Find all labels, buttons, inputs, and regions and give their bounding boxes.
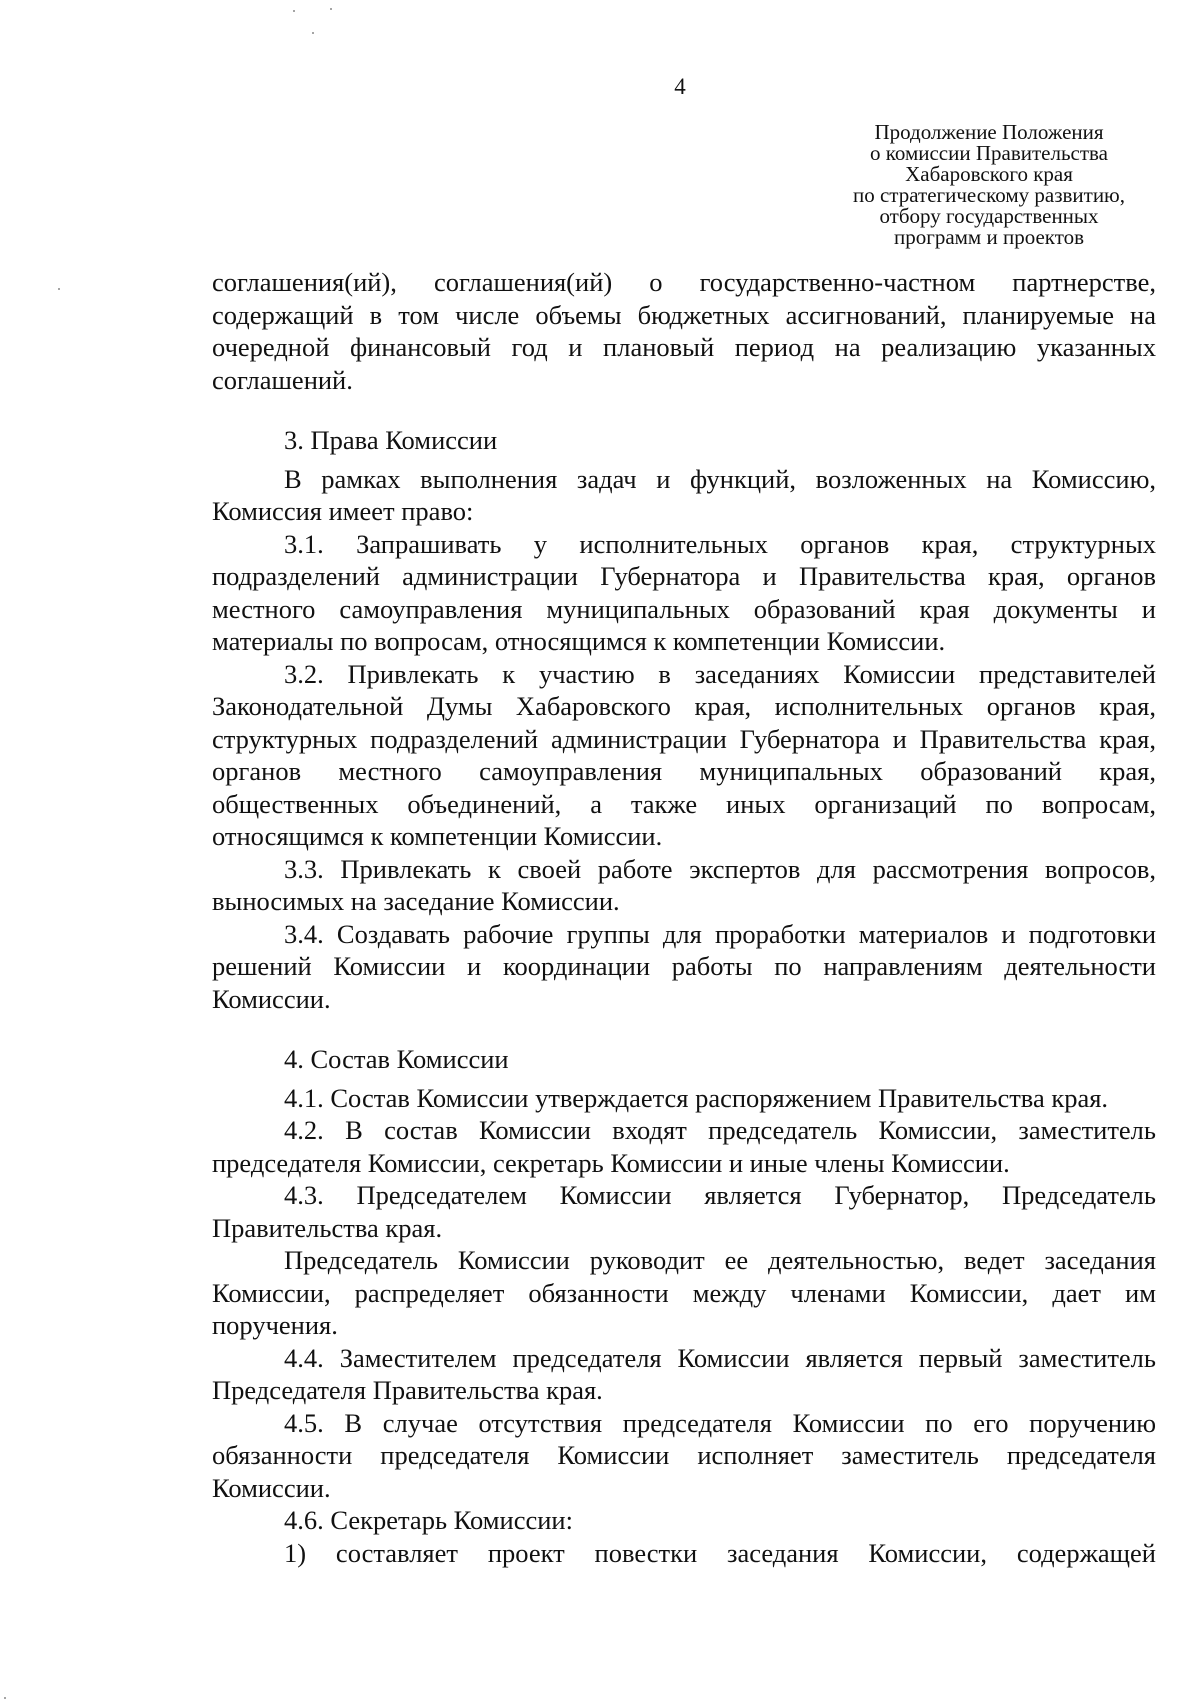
section-heading: 3. Права Комиссии	[284, 425, 498, 455]
header-note-line: по стратегическому развитию,	[853, 183, 1125, 207]
scan-speck	[293, 10, 295, 12]
continuation-paragraph: соглашения(ий), соглашения(ий) о государственно-частном партнерстве, содержащий в том числе объемы бюджетных ассигнований, планируемые на очередной финансовый год и плановый период на реализацию указанных соглашений.	[212, 267, 1156, 395]
page-number: 4	[674, 74, 686, 99]
paragraph: 4.6. Секретарь Комиссии:	[284, 1505, 573, 1535]
paragraph: 4.5. В случае отсутствия председателя Комиссии по его поручению обязанности председателя Комиссии исполняет заместитель председателя Комиссии.	[212, 1407, 1156, 1503]
paragraph: 4.2. В состав Комиссии входят председатель Комиссии, заместитель председателя Комиссии, секретарь Комиссии и иные члены Комиссии.	[212, 1115, 1156, 1178]
paragraph: 3.1. Запрашивать у исполнительных органов края, структурных подразделений администрации Губернатора и Правительства края, органов местного самоуправления муниципальных образований края документы и материалы по вопросам, относящимся к компетенции Комиссии.	[212, 528, 1156, 656]
paragraph: 4.3. Председателем Комиссии является Губернатор, Председатель Правительства края.	[212, 1180, 1156, 1243]
paragraph: В рамках выполнения задач и функций, возложенных на Комиссию, Комиссия имеет право:	[212, 463, 1156, 526]
paragraph: 4.4. Заместителем председателя Комиссии является первый заместитель Председателя Правительства края.	[212, 1342, 1156, 1405]
paragraph: 4.1. Состав Комиссии утверждается распоряжением Правительства края.	[284, 1082, 1109, 1113]
paragraph: 3.2. Привлекать к участию в заседаниях Комиссии представителей Законодательной Думы Хабаровского края, исполнительных органов края, структурных подразделений администрации Губернатора и Правительства края, органов местного самоуправления муниципальных образований края, общественных объединений, а также иных организаций по вопросам, относящимся к компетенции Комиссии.	[212, 658, 1156, 851]
header-note-line: о комиссии Правительства	[869, 141, 1109, 165]
header-note-line: отбору государственных	[879, 204, 1099, 228]
header-note-line: программ и проектов	[893, 225, 1085, 249]
scan-speck	[58, 288, 60, 290]
paragraph: 3.4. Создавать рабочие группы для проработки материалов и подготовки решений Комиссии и координации работы по направлениям деятельности Комиссии.	[212, 918, 1156, 1014]
document-body	[212, 266, 1156, 1569]
paragraph: 3.3. Привлекать к своей работе экспертов для рассмотрения вопросов, выносимых на заседание Комиссии.	[212, 853, 1156, 916]
paragraph: Председатель Комиссии руководит ее деятельностью, ведет заседания Комиссии, распределяет обязанности между членами Комиссии, дает им поручения.	[212, 1245, 1156, 1340]
scan-speck	[312, 32, 314, 34]
header-note-line: Продолжение Положения	[874, 120, 1104, 144]
paragraph: 1) составляет проект повестки заседания Комиссии, содержащей	[284, 1537, 1156, 1568]
header-note	[850, 122, 1128, 248]
scan-speck	[330, 8, 332, 10]
section-heading: 4. Состав Комиссии	[284, 1044, 509, 1074]
header-note-line: Хабаровского края	[905, 162, 1073, 186]
scan-speck	[4, 1697, 6, 1699]
